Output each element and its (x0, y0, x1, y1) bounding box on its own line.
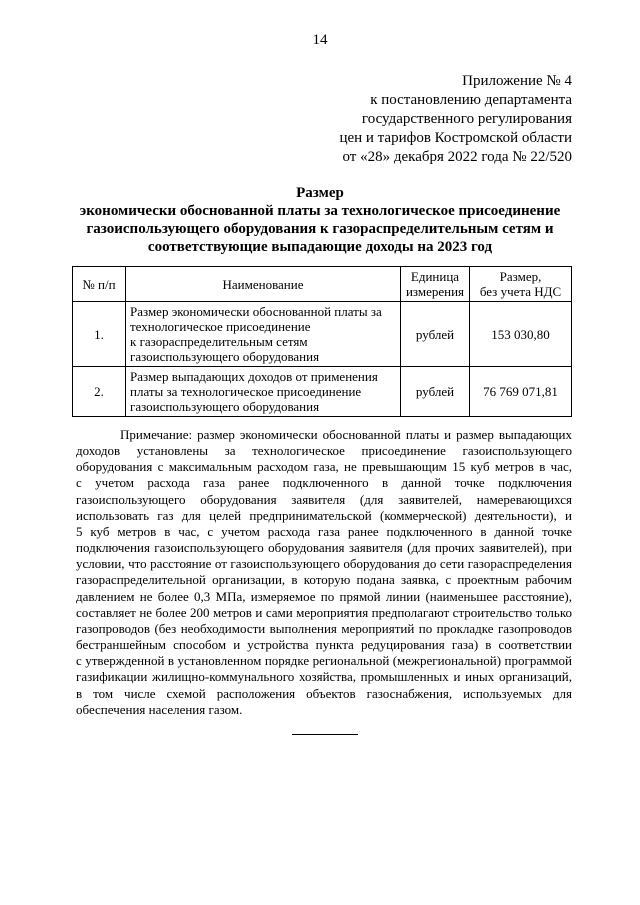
header-unit-line: измерения (405, 284, 465, 299)
header-unit (401, 267, 470, 302)
header-size-line: Размер, (499, 269, 542, 284)
table-row (73, 367, 572, 417)
appendix-line: от «28» декабря 2022 года № 22/520 (342, 149, 572, 165)
cell-name-line: Размер выпадающих доходов от применения (130, 369, 378, 384)
cell-name (126, 302, 401, 367)
end-divider (292, 734, 358, 735)
note-line: 5 куб метров в час, с учетом расхода газа ранее подключенного в данной точке (76, 523, 572, 539)
header-num: № п/п (73, 267, 126, 302)
note-line: в том числе схемой расположения объектов газоснабжения, используемых для (76, 685, 572, 701)
note-line: условии, что расстояние от газоиспользующего оборудования до сети газораспределения (76, 556, 572, 572)
cell-unit: рублей (401, 367, 470, 417)
appendix-line: Приложение № 4 (462, 73, 572, 89)
note-line: подключения газоиспользующего оборудования заявителя (для прочих заявителей), при (76, 540, 572, 556)
note-line: газораспределительной организации, в которую подана заявка, с проектным рабочим (76, 572, 572, 588)
cell-name-line: платы за технологическое присоединение (130, 384, 362, 399)
cell-num: 1. (73, 302, 126, 367)
note-line: использовать газ для целей предпринимательской (коммерческой) деятельности), и (76, 507, 572, 523)
note-line: доходов установлены за технологическое присоединение газоиспользующего (76, 443, 572, 459)
cell-name-line: газоиспользующего оборудования (130, 349, 320, 364)
note-line: обеспечения населения газом. (76, 701, 243, 717)
title-line: газоиспользующего оборудования к газораспределительным сетям и (86, 221, 554, 237)
note-line: составляет не более 200 метров и сами мероприятия предполагают строительство только (76, 604, 572, 620)
note-line: газификации жилищно-коммунального хозяйства, промышленных и иных организаций, (76, 669, 572, 685)
cell-size: 76 769 071,81 (470, 367, 572, 417)
appendix-line: к постановлению департамента (370, 92, 572, 108)
note-line: оборудования с максимальным расходом газа, не превышающим 15 куб метров в час, (76, 459, 572, 475)
header-unit-line: Единица (410, 269, 460, 284)
note-line: газопроводов (без необходимости выполнения мероприятий по прокладке газопроводов (76, 620, 572, 636)
header-size-line: без учета НДС (479, 284, 562, 299)
document-title (56, 184, 584, 256)
title-line: соответствующие выпадающие доходы на 2023 год (147, 239, 493, 255)
note-line: давлением не более 0,3 МПа, измеряемое по прямой линии (наименьшее расстояние), (76, 588, 572, 604)
note-line: с учетом расхода газа ранее подключенного в данной точке подключения (76, 475, 572, 491)
title-line: экономически обоснованной платы за технологическое присоединение (79, 203, 561, 219)
note-paragraph (76, 427, 572, 718)
appendix-reference (339, 72, 572, 167)
header-name: Наименование (126, 267, 401, 302)
cell-unit: рублей (401, 302, 470, 367)
cell-size: 153 030,80 (470, 302, 572, 367)
cell-name (126, 367, 401, 417)
note-line: бестраншейным способом и устройства пункта редуцирования газа) в соответствии (76, 637, 572, 653)
cell-name-line: к газораспределительным сетям (130, 334, 308, 349)
header-size (470, 267, 572, 302)
table-row (73, 302, 572, 367)
cell-num: 2. (73, 367, 126, 417)
tariff-table (72, 266, 572, 417)
note-line: газоиспользующего оборудования заявителя (для заявителей, намеревающихся (76, 491, 572, 507)
appendix-line: государственного регулирования (361, 111, 572, 127)
cell-name-line: Размер экономически обоснованной платы за (130, 304, 382, 319)
page-number: 14 (312, 32, 328, 48)
appendix-line: цен и тарифов Костромской области (339, 130, 572, 146)
note-line: Примечание: размер экономически обоснованной платы и размер выпадающих (120, 427, 572, 442)
title-line: Размер (296, 185, 344, 201)
cell-name-line: технологическое присоединение (130, 319, 311, 334)
note-line: с утвержденной в установленном порядке региональной (межрегиональной) программой (76, 653, 572, 669)
cell-name-line: газоиспользующего оборудования (130, 399, 320, 414)
table-header-row (73, 267, 572, 302)
